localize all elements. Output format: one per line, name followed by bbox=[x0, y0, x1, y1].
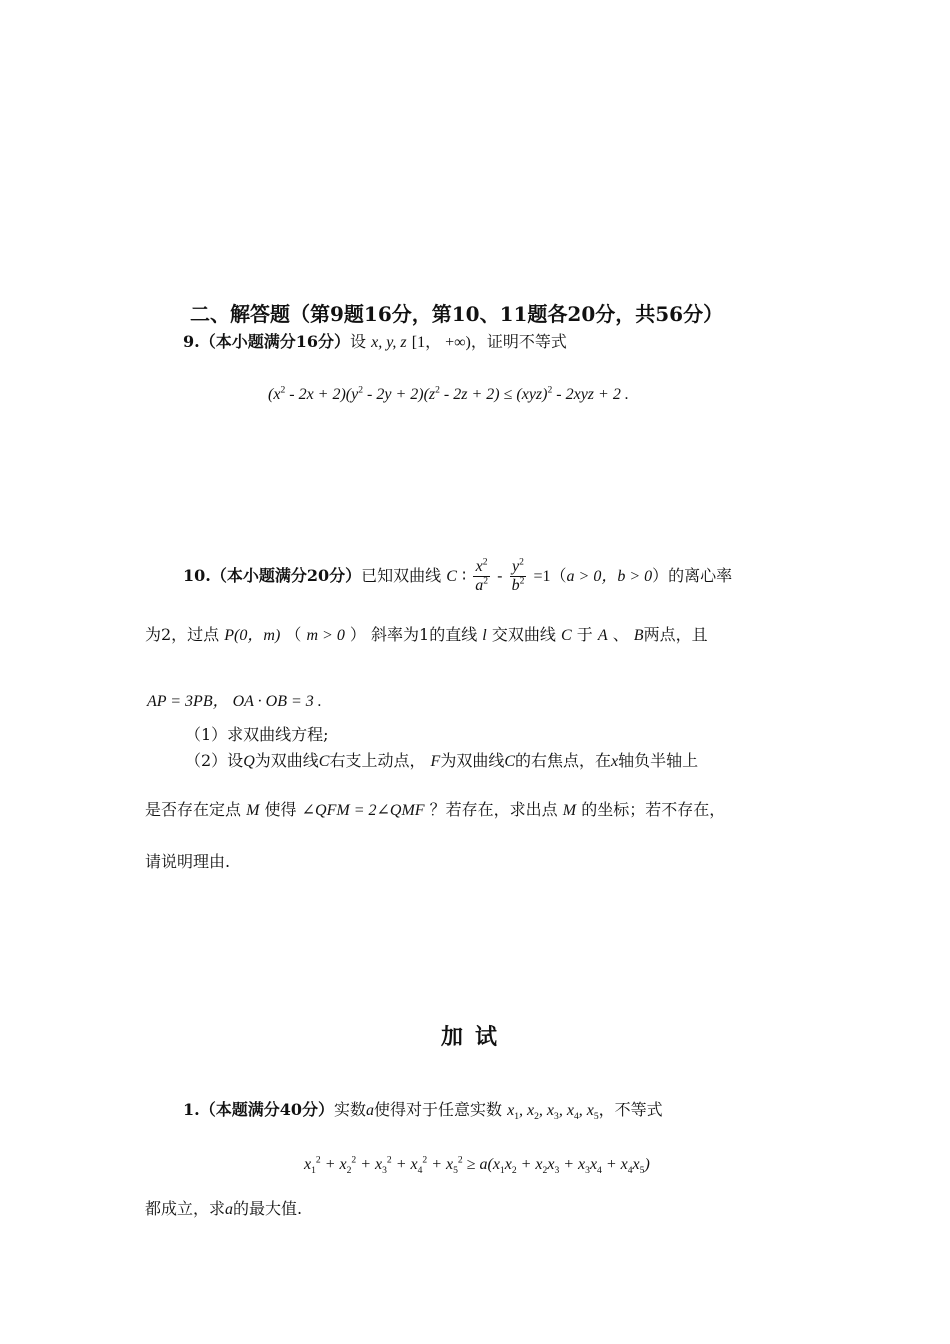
variable-a: a bbox=[366, 1102, 374, 1119]
problem-10-text: 的离心率 bbox=[668, 566, 733, 585]
equals-one: =1 bbox=[533, 568, 551, 585]
fraction-y2-b2: $\frac{y^2}{b^2}$ bbox=[511, 556, 525, 594]
point-q-symbol: Q bbox=[243, 753, 255, 770]
problem-10-text: 为2，过点 bbox=[145, 625, 220, 644]
problem-10-text: 斜率为1的直线 bbox=[371, 625, 478, 644]
problem-10-text: 的右焦点，在 bbox=[515, 751, 612, 770]
problem-10-text: 两点，且 bbox=[643, 625, 708, 644]
condition-m: m > 0 bbox=[306, 627, 345, 644]
point-b-symbol: B bbox=[633, 627, 644, 644]
problem-10-text: 右支上动点， bbox=[329, 751, 426, 770]
problem-10-text: 轴负半轴上 bbox=[618, 751, 699, 770]
hyperbola-c-symbol: C bbox=[560, 627, 572, 644]
point-m-symbol: M bbox=[246, 802, 260, 819]
extra-problem-1-text: 都成立，求 bbox=[145, 1199, 226, 1218]
problem-10-text: 为双曲线 bbox=[440, 751, 505, 770]
extra-problem-1-statement bbox=[183, 1097, 663, 1123]
problem-10-line-1: 10.（本小题满分20分）已知双曲线 C ∶ $\frac{x^2}{a^2}$ - $\frac{y^2}{b^2}$ =1（a > 0，b > 0）的离心率 bbox=[183, 556, 733, 594]
extra-problem-1-inequality: $x_1^2 + x_2^2 + x_3^2 + x_4^2 + x_5^2 \ge a(x_1x_2 + x_2x_3 + x_3x_4 + x_4x_5)$ bbox=[304, 1154, 650, 1177]
problem-9-vars: x, y, z bbox=[371, 334, 407, 351]
problem-10-text: 是否存在定点 bbox=[145, 800, 242, 819]
extra-problem-1-question bbox=[145, 1196, 302, 1219]
extra-problem-1-text: 实数 bbox=[333, 1100, 366, 1119]
problem-9-text-after: ，证明不等式 bbox=[470, 332, 567, 351]
problem-10-question-2-line-1 bbox=[185, 748, 698, 771]
problem-10-text: 已知双曲线 bbox=[361, 566, 442, 585]
extra-problem-1-text: 的最大值. bbox=[233, 1199, 303, 1218]
extra-problem-1-text: ，不等式 bbox=[598, 1100, 663, 1119]
point-m-symbol: M bbox=[562, 802, 577, 819]
hyperbola-c-symbol: C bbox=[504, 753, 516, 770]
section-heading: 二、解答题（第9题16分，第10、11题各20分，共56分） bbox=[190, 302, 724, 326]
problem-10-conditions: AP = 3PB， OA · OB = 3 . bbox=[147, 693, 322, 710]
problem-10-text: （2）设 bbox=[185, 751, 244, 770]
point-p-symbol: P(0，m) bbox=[224, 627, 281, 644]
extra-section-title: 加试 bbox=[440, 1024, 509, 1050]
problem-10-text: 使得 bbox=[264, 800, 297, 819]
problem-10-question-1: （1）求双曲线方程; bbox=[185, 725, 329, 744]
extra-problem-1-label: 1.（本题满分40分） bbox=[183, 1100, 334, 1119]
problem-10-text: 的坐标；若不存在， bbox=[581, 800, 726, 819]
problem-9-inequality: $(x^2 - 2x + 2)(y^2 - 2y + 2)(z^2 - 2z + 2) \le (xyz)^2 - 2xyz + 2$ . bbox=[268, 384, 629, 403]
axis-x-symbol: x bbox=[611, 753, 619, 770]
focus-f-symbol: F bbox=[430, 753, 441, 770]
extra-problem-1-text: 使得对于任意实数 bbox=[374, 1100, 503, 1119]
point-a-symbol: A bbox=[597, 627, 608, 644]
problem-10-text: ？若存在，求出点 bbox=[429, 800, 558, 819]
condition-ab: a > 0，b > 0 bbox=[566, 568, 653, 585]
problem-10-text: 为双曲线 bbox=[254, 751, 319, 770]
problem-10-text: 于 bbox=[576, 625, 593, 644]
variable-a: a bbox=[225, 1201, 234, 1218]
problem-9-text-before: 设 bbox=[349, 332, 366, 351]
problem-10-question-2-line-2 bbox=[145, 797, 725, 820]
fraction-x2-a2: $\frac{x^2}{a^2}$ bbox=[475, 556, 489, 594]
problem-10-line-2: 为2，过点 P(0，m) （ m > 0 ） 斜率为1的直线 l 交双曲线 C 于 A 、 B两点，且 bbox=[145, 625, 708, 644]
hyperbola-c-symbol: C bbox=[318, 753, 330, 770]
problem-10-question-2-line-3: 请说明理由. bbox=[145, 852, 231, 871]
problem-10-text: 交双曲线 bbox=[491, 625, 556, 644]
problem-9-interval: [1， +∞) bbox=[411, 334, 471, 351]
angle-condition: ∠QFM = 2∠QMF bbox=[301, 802, 425, 819]
variables-x1-x5: $x_1$, $x_2$, $x_3$, $x_4$, $x_5$ bbox=[507, 1102, 599, 1123]
problem-9-statement bbox=[183, 329, 567, 352]
hyperbola-c-symbol: C bbox=[446, 568, 457, 585]
problem-10-label: 10.（本小题满分20分） bbox=[183, 566, 362, 585]
line-l-symbol: l bbox=[482, 627, 487, 644]
problem-9-label: 9.（本小题满分16分） bbox=[183, 332, 350, 351]
